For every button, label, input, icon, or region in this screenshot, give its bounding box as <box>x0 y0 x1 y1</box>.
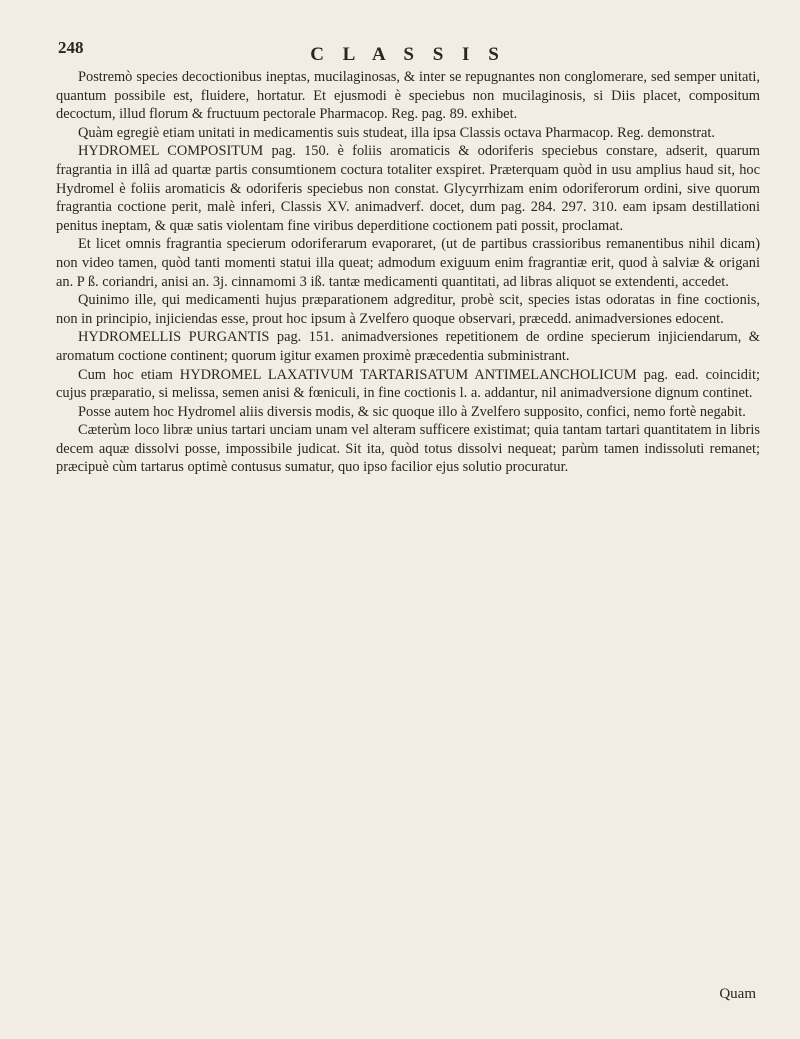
paragraph: Posse autem hoc Hydromel aliis diversis modis, & sic quoque illo à Zvelfero supposito, confici, nemo fortè negabit. <box>78 403 746 420</box>
body-text <box>56 68 760 477</box>
running-header <box>56 30 760 68</box>
paragraph: HYDROMELLIS PURGANTIS pag. 151. animadversiones repetitionem de ordine specierum injiciendarum, & aromatum coctione continent; quorum igitur examen proximè præcedentia subministrant. <box>56 329 760 364</box>
catchword: Quam <box>719 986 756 1002</box>
page-number: 248 <box>58 38 84 57</box>
paragraph: Quàm egregiè etiam unitati in medicamentis suis studeat, illa ipsa Classis octava Pharmacop. Reg. demonstrat. <box>78 124 716 141</box>
paragraph: Cæterùm loco libræ unius tartari unciam unam vel alteram sufficere existimat; quia tantam tartari quantitatem in libris decem aquæ dissolvi posse, impossibile judicat. Sit ita, quòd totus dissolvi nequeat; parùm tamen indissoluti remanet; præcipuè cùm tartarus optimè contusus sumatur, quo ipso facilior ejus solutio procuratur. <box>56 422 760 476</box>
paragraph: Cum hoc etiam HYDROMEL LAXATIVUM TARTARISATUM ANTIMELANCHOLICUM pag. ead. coincidit; cujus præparatio, si melissa, semen anisi & fœniculi, in fine coctionis l. a. addantur, nil animadversione dignum continet. <box>56 366 760 402</box>
paragraph: HYDROMEL COMPOSITUM pag. 150. è foliis aromaticis & odoriferis speciebus constare, adserit, quarum fragrantia in illâ ad quartæ partis consumtionem coctura totaliter exspiret. Præterquam quòd in usu amplius haud sit, hoc Hydromel è foliis aromaticis & odoriferis speciebus non constat. Glycyrrhizam enim odoriferorum ordini, sive quorum fragrantia coctione perit, malè inferi, Classis XV. animadverf. docet, dum pag. 284. 297. 310. eam ipsam destillationi penitus ineptam, & quæ satis violentam fine viribus deperditione coctionem pati possit, proclamat. <box>56 143 760 234</box>
paragraph: Quinimo ille, qui medicamenti hujus præparationem adgreditur, probè scit, species istas odoratas in fine coctionis, non in principio, injiciendas esse, prout hoc ipsum à Zvelfero quoque observari, præcedd. animadversiones edocent. <box>56 292 760 327</box>
running-title: C L A S S I S <box>310 44 506 65</box>
paragraph: Postremò species decoctionibus ineptas, mucilaginosas, & inter se repugnantes non conglomerare, sed semper unitati, quantum possibile est, fluidere, hortatur. Et ejusmodi è speciebus non mucilaginosis, si Diis placet, compositum decoctum, illud florum & fructuum pectorale Pharmacop. Reg. pag. 89. exhibet. <box>56 69 760 123</box>
paragraph: Et licet omnis fragrantia specierum odoriferarum evaporaret, (ut de partibus crassioribus remanentibus nihil dicam) non video tamen, quòd tanti momenti statui illa queat; admodum exiguum enim fragrantiæ erit, quod à salviæ & origani an. P ß. coriandri, anisi an. 3j. cinnamomi 3 iß. tantæ medicamenti quantitati, ad libras aliquot se extendenti, accedet. <box>56 236 760 290</box>
